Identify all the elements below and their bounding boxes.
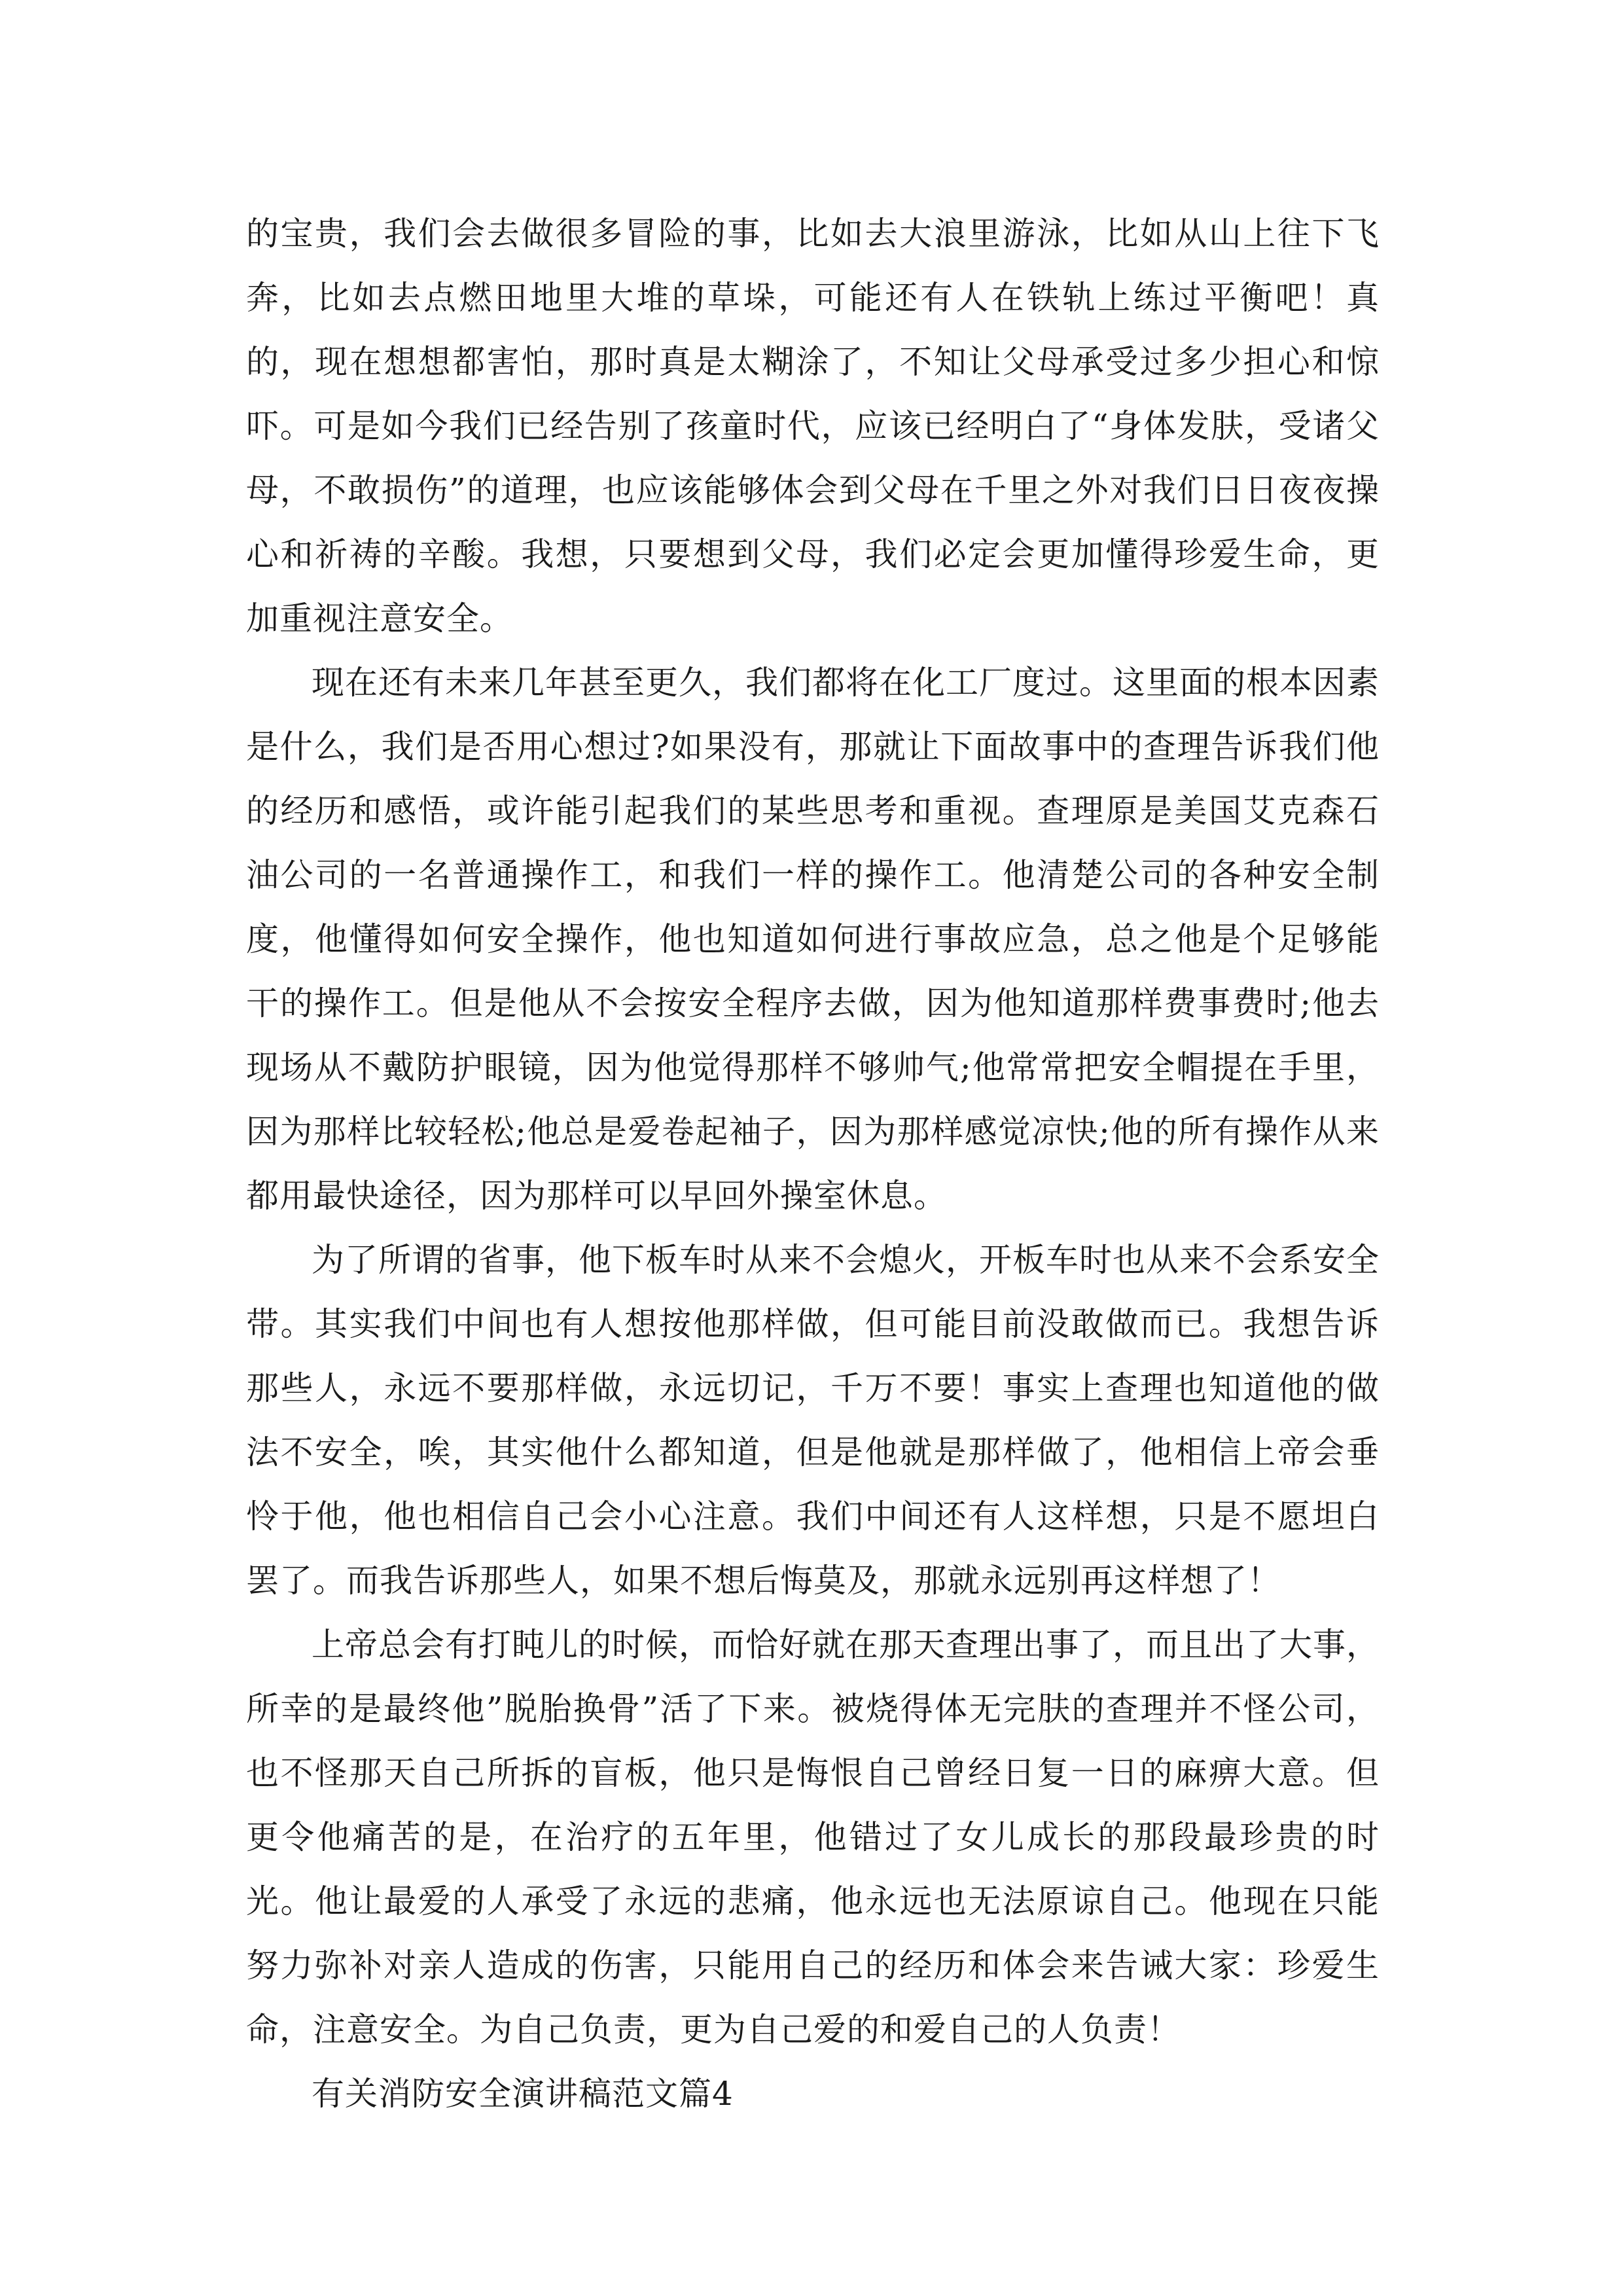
paragraph-1: 的宝贵，我们会去做很多冒险的事，比如去大浪里游泳，比如从山上往下飞奔，比如去点燃田地里大堆的草垛，可能还有人在铁轨上练过平衡吧！真的，现在想想都害怕，那时真是太糊涂了，不知让父母承受过多少担心和惊吓。可是如今我们已经告别了孩童时代，应该已经明白了“身体发肤，受诸父母，不敢损伤”的道理，也应该能够体会到父母在千里之外对我们日日夜夜操心和祈祷的辛酸。我想，只要想到父母，我们必定会更加懂得珍爱生命，更加重视注意安全。 — [246, 215, 1380, 637]
paragraph-4: 上帝总会有打盹儿的时候，而恰好就在那天查理出事了，而且出了大事，所幸的是最终他”脱胎换骨”活了下来。被烧得体无完肤的查理并不怪公司，也不怪那天自己所拆的盲板，他只是悔恨自己曾经日复一日的麻痹大意。但更令他痛苦的是，在治疗的五年里，他错过了女儿成长的那段最珍贵的时光。他让最爱的人承受了永远的悲痛，他永远也无法原谅自己。他现在只能努力弥补对亲人造成的伤害，只能用自己的经历和体会来告诫大家：珍爱生命，注意安全。为自己负责，更为自己爱的和爱自己的人负责！ — [246, 1626, 1380, 2049]
paragraph-2: 现在还有未来几年甚至更久，我们都将在化工厂度过。这里面的根本因素是什么，我们是否用心想过?如果没有，那就让下面故事中的查理告诉我们他的经历和感悟，或许能引起我们的某些思考和重视。查理原是美国艾克森石油公司的一名普通操作工，和我们一样的操作工。他清楚公司的各种安全制度，他懂得如何安全操作，他也知道如何进行事故应急，总之他是个足够能干的操作工。但是他从不会按安全程序去做，因为他知道那样费事费时;他去现场从不戴防护眼镜，因为他觉得那样不够帅气;他常常把安全帽提在手里，因为那样比较轻松;他总是爱卷起袖子，因为那样感觉凉快;他的所有操作从来都用最快途径，因为那样可以早回外操室休息。 — [246, 664, 1380, 1215]
paragraph-3: 为了所谓的省事，他下板车时从来不会熄火，开板车时也从来不会系安全带。其实我们中间也有人想按他那样做，但可能目前没敢做而已。我想告诉那些人，永远不要那样做，永远切记，千万不要！事实上查理也知道他的做法不安全，唉，其实他什么都知道，但是他就是那样做了，他相信上帝会垂怜于他，他也相信自己会小心注意。我们中间还有人这样想，只是不愿坦白罢了。而我告诉那些人，如果不想后悔莫及，那就永远别再这样想了！ — [246, 1241, 1380, 1600]
document-body — [246, 202, 1380, 2126]
section-heading: 有关消防安全演讲稿范文篇4 — [312, 2075, 734, 2113]
